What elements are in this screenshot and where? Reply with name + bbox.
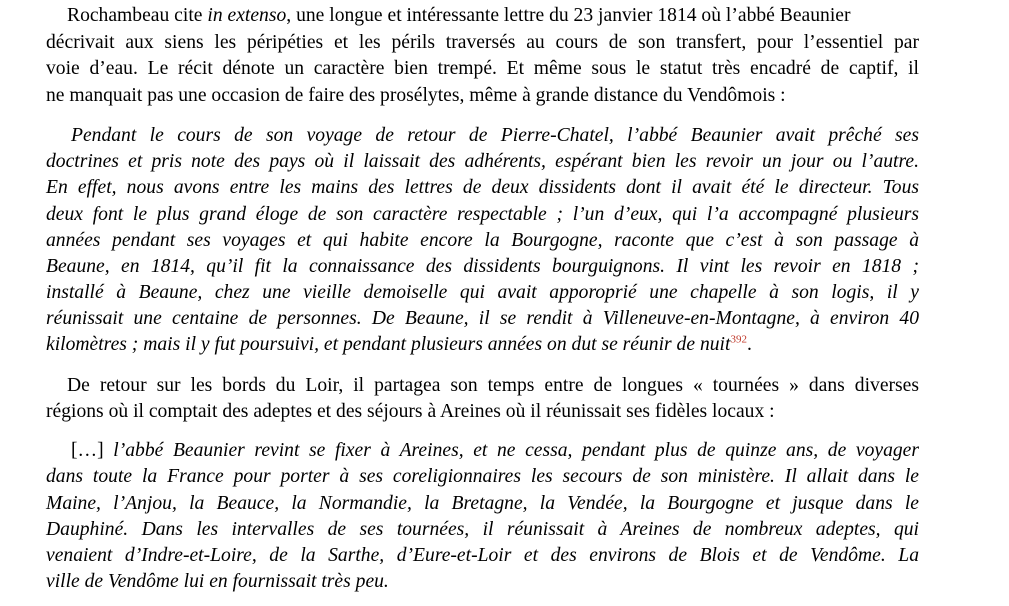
text-run: Rochambeau cite <box>67 5 208 26</box>
text-run: kilomètres ; mais il y fut poursuivi, et pendant plusieurs années on dut se réunir de nuit <box>46 334 731 355</box>
quote-1-line-3: En effet, nous avons entre les mains des lettres de deux dissidents dont il avait été le directeur. Tous <box>46 177 919 198</box>
quote-2-line-6: ville de Vendôme lui en fournissait très peu. <box>46 571 389 592</box>
quote-1-line-7: installé à Beaune, chez une vieille demoiselle qui avait apporoprié une chapelle à son logis, il y <box>46 282 919 303</box>
quote-1-line-8: réunissait une centaine de personnes. De Beaune, il se rendit à Villeneuve-en-Montagne, à environ 40 <box>46 308 919 329</box>
paragraph-1-line-2: décrivait aux siens les péripéties et les périls traversés au cours de son transfert, pour l’essentiel par <box>46 32 919 53</box>
paragraph-1-line-1 <box>67 6 851 26</box>
paragraph-1-line-3: voie d’eau. Le récit dénote un caractère bien trempé. Et même sous le statut très encadré de captif, il <box>46 58 919 79</box>
quote-2-line-2: dans toute la France pour porter à ses coreligionnaires les secours de son ministère. Il allait dans le <box>46 466 919 487</box>
text-run: , une longue et intéressante lettre du 23 janvier 1814 où l’abbé Beaunier <box>286 5 851 26</box>
paragraph-2-line-2: régions où il comptait des adeptes et des séjours à Areines où il réunissait ses fidèles locaux : <box>46 401 775 422</box>
quote-1-line-2: doctrines et pris note des pays où il laissait des adhérents, espérant bien les revoir un jour ou l’autre. <box>46 151 919 172</box>
paragraph-1-line-4: ne manquait pas une occasion de faire des prosélytes, même à grande distance du Vendômois : <box>46 85 786 106</box>
quote-1-line-5: années pendant ses voyages et qui habite encore la Bourgogne, raconte que c’est à son passage à <box>46 230 919 251</box>
quote-1-line-6: Beaune, en 1814, qu’il fit la connaissance des dissidents bourguignons. Il vint les revoir en 1818 ; <box>46 256 919 277</box>
quote-1-line-4: deux font le plus grand éloge de son caractère respectable ; l’un d’eux, qui l’a accompagné plusieurs <box>46 204 919 225</box>
paragraph-2-line-1: De retour sur les bords du Loir, il partagea son temps entre de longues « tournées » dans diverses <box>67 375 919 396</box>
quote-2-line-1 <box>71 441 919 461</box>
quote-1-line-1: Pendant le cours de son voyage de retour de Pierre-Chatel, l’abbé Beaunier avait prêché ses <box>71 125 919 146</box>
ellipsis-bracket: […] <box>71 440 104 461</box>
text-run: l’abbé Beaunier revint se fixer à Areines, et ne cessa, pendant plus de quinze ans, de voyager <box>103 440 919 461</box>
italic-text-run: in extenso <box>207 5 287 26</box>
quote-2-line-4: Dauphiné. Dans les intervalles de ses tournées, il réunissait à Areines de nombreux adeptes, qui <box>46 519 919 540</box>
quote-1-line-9: kilomètres ; mais il y fut poursuivi, et pendant plusieurs années on dut se réunir de nuit$^{392}$. <box>46 333 752 355</box>
footnote-reference[interactable]: 392 <box>730 333 747 346</box>
quote-2-line-3: Maine, l’Anjou, la Beauce, la Normandie, la Bretagne, la Vendée, la Bourgogne et jusque dans le <box>46 493 919 514</box>
quote-2-line-5: venaient d’Indre-et-Loire, de la Sarthe, d’Eure-et-Loir et des environs de Blois et de Vendôme. La <box>46 545 919 566</box>
